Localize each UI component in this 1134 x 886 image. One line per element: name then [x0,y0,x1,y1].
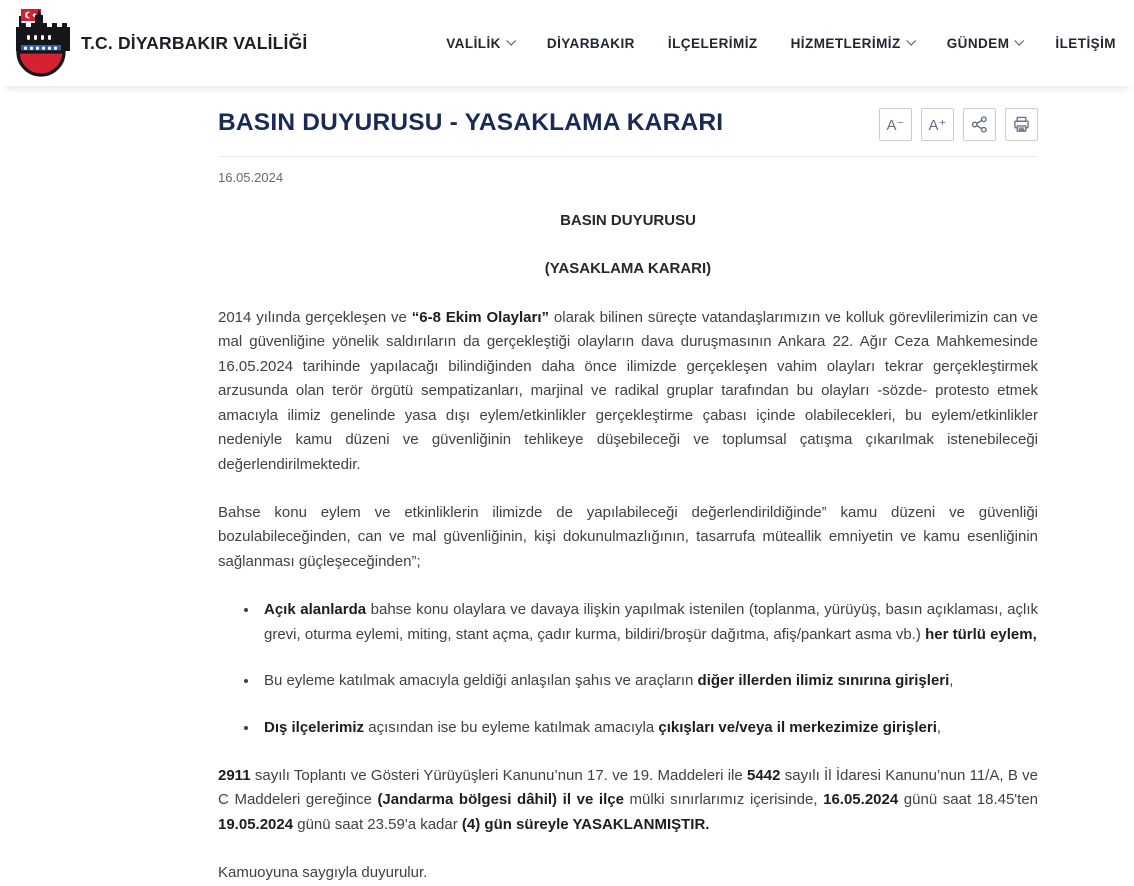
list-item: • Dış ilçelerimiz açısından ise bu eyleme katılmak amacıyla çıkışları ve/veya il merkezimize girişleri, [259,716,1038,740]
article-date: 16.05.2024 [218,170,284,185]
site-logo-link[interactable] [12,5,307,82]
list-item: • Bu eyleme katılmak amacıyla geldiği anlaşılan şahıs ve araçların diğer illerden ilimiz sınırına girişleri, [259,669,1038,693]
print-button[interactable] [1005,108,1038,141]
article-heading-2: (YASAKLAMA KARARI) [544,260,712,278]
chevron-down-icon [506,36,516,46]
nav-item-gundem[interactable]: GÜNDEM [947,36,1023,51]
article-heading-1: BASIN DUYURUSU [560,212,696,229]
chevron-down-icon [906,36,916,46]
paragraph-3: 2911 sayılı Toplantı ve Gösteri Yürüyüşleri Kanunu’nun 17. ve 19. Maddeleri ile 5442 sayılı İl İdaresi Kanunu’nun 11/A, B ve C Maddeleri gereğince (Jandarma bölgesi dâhil) il ve ilçe mülki sınırlarımız içerisinde, 16.05.2024 günü saat 18.45'ten 19.05.2024 günü saat 23.59'a kadar (4) gün süreyle YASAKLANMIŞTIR. [218,767,1039,833]
share-button[interactable] [963,108,996,141]
list-item: • Açık alanlarda bahse konu olaylara ve davaya ilişkin yapılmak istenilen (toplanma, yürüyüş, basın açıklaması, açlık grevi, oturma eylemi, miting, stant açma, çadır kurma, bildiri/broşür dağıtma, afiş/pankart asma vb.) her türlü eylem, [259,598,1038,647]
paragraph-2: Bahse konu eylem ve etkinliklerin ilimizde de yapılabileceği değerlendirildiğinde” kamu düzeni ve güvenliği bozulabileceğinden, can ve mal güvenliğinin, kişi dokunulmazlığının, tasarrufa müteallik emniyetin ve kamu esenliğinin sağlanması güçleşeceğinden”; [218,503,1038,570]
diyarbakir-governorship-logo [12,5,70,82]
font-increase-button[interactable]: A⁺ [921,108,954,141]
nav-item-ilcelerimiz[interactable]: İLÇELERİMİZ [667,35,758,51]
paragraph-1: 2014 yılında gerçekleşen ve “6-8 Ekim Olayları” olarak bilinen süreçte vatandaşlarımızın ve kolluk görevlilerimizin can ve mal güvenliğine yönelik saldırıların da gerçekleştiği olayların dava duruşmasının Ankara 22. Ağır Ceza Mahkemesinde 16.05.2024 tarihinde yapılacağı bilindiğinden daha önce ilimizde gerçekleşen vahim olayları tekrar gerçekleştirmek arzusunda olan terör örgütü sempatizanları, marjinal ve radikal gruplar tarafından bu olayları -sözde- protesto etmek amacıyla ilimiz genelinde yasa dışı eylem/etkinlikler gerçekleştirme çabası içinde olabilecekleri, bu eylem/etkinlikler nedeniyle kamu düzeni ve güvenliğinin tehlikeye düşebileceği ve toplumsal çatışma çıkarılmak istenebileceği değerlendirilmektedir. [218,308,1038,473]
content-area [218,107,1038,886]
article-toolbar [879,108,1038,141]
nav-item-iletisim[interactable]: İLETİŞİM [1055,35,1116,51]
nav-item-diyarbakir[interactable]: DİYARBAKIR [546,35,635,51]
closing-paragraph: Kamuoyuna saygıyla duyurulur. [218,864,428,882]
title-divider [218,156,1038,157]
site-title: T.C. DİYARBAKIR VALİLİĞİ [81,32,308,53]
chevron-down-icon [1015,36,1025,46]
font-decrease-button[interactable]: A⁻ [879,108,912,141]
nav-item-valilik[interactable]: VALİLİK [446,36,514,51]
page-title: BASIN DUYURUSU - YASAKLAMA KARARI [218,109,724,136]
share-icon [971,116,988,133]
print-icon [1013,116,1030,133]
main-nav [446,36,1118,51]
article-body [218,209,1038,886]
ban-items-list [242,598,1038,740]
nav-item-hizmetlerimiz[interactable]: HİZMETLERİMİZ [791,36,914,51]
site-header [0,0,1134,86]
